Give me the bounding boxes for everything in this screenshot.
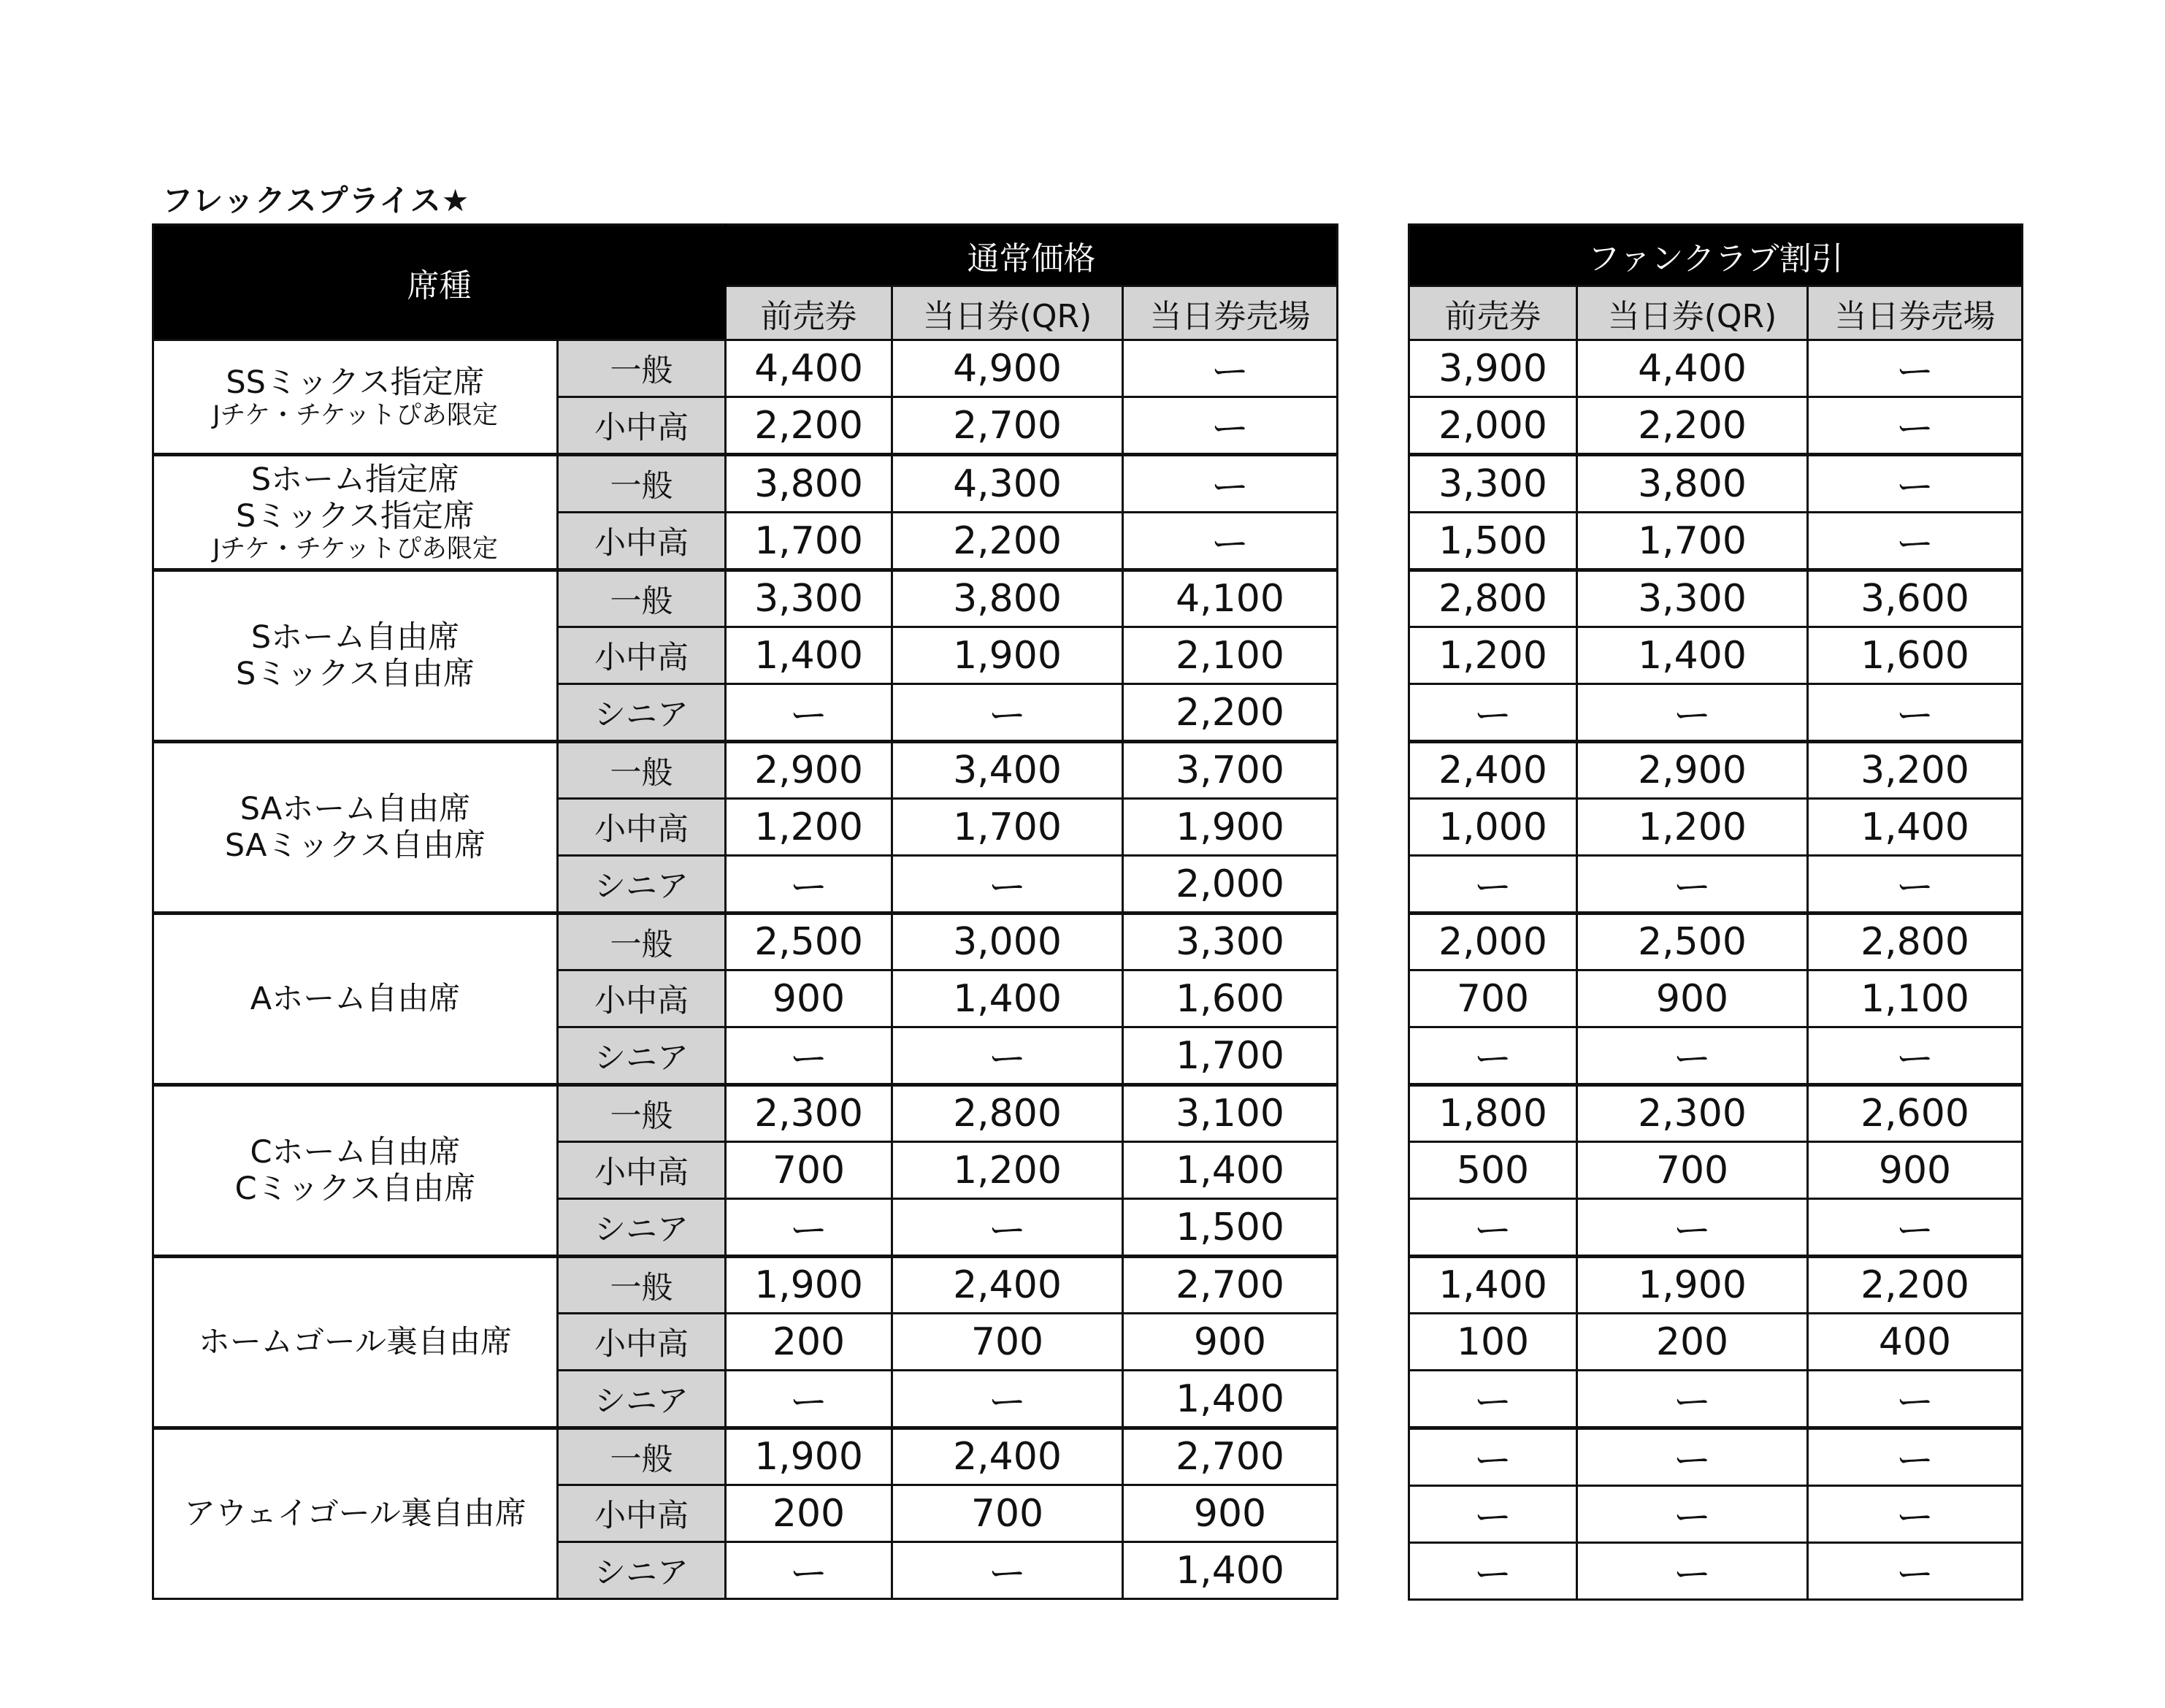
sameday-counter-price: 1,400: [1123, 1542, 1338, 1599]
fc-sameday-counter-price: 400: [1808, 1314, 2023, 1371]
table-row: [1409, 684, 2023, 742]
sameday-qr-price: 2,800: [892, 1085, 1123, 1142]
seat-type-label: ホームゴール裏自由席: [198, 1324, 513, 1360]
customer-category: シニア: [558, 1542, 726, 1599]
table-row: [1409, 970, 2023, 1027]
fc-sameday-qr-price: 900: [1577, 970, 1808, 1027]
seat-type-label: Sホーム指定席: [250, 461, 460, 498]
table-row: [1409, 455, 2023, 513]
table-row: [153, 1428, 1338, 1485]
fc-col-sameday-counter-header: 当日券売場: [1808, 286, 2023, 340]
fc-advance-price: 1,800: [1409, 1085, 1577, 1142]
fc-col-advance-header: 前売券: [1409, 286, 1577, 340]
sameday-qr-price: 2,400: [892, 1257, 1123, 1314]
table-row: [153, 742, 1338, 799]
fc-sameday-qr-price: 1,900: [1577, 1257, 1808, 1314]
advance-price: 3,800: [726, 455, 892, 513]
sameday-qr-price: 2,200: [892, 513, 1123, 570]
regular-price-table: [152, 223, 1338, 1600]
fc-sameday-qr-price: 2,500: [1577, 914, 1808, 970]
page-title: フレックスプライス★: [162, 183, 470, 218]
fc-advance-price: 2,000: [1409, 397, 1577, 455]
table-row: [1409, 1085, 2023, 1142]
fc-sameday-qr-price: 3,800: [1577, 455, 1808, 513]
table-row: [1409, 1257, 2023, 1314]
fc-sameday-counter-price: ー: [1808, 684, 2023, 742]
fc-sameday-qr-price: ー: [1577, 1486, 1808, 1543]
fc-advance-price: ー: [1409, 856, 1577, 914]
sameday-qr-price: 4,900: [892, 340, 1123, 397]
fc-advance-price: ー: [1409, 1371, 1577, 1428]
fc-sameday-qr-price: ー: [1577, 684, 1808, 742]
table-row: [1409, 1027, 2023, 1085]
sameday-qr-price: 2,700: [892, 397, 1123, 455]
fc-advance-price: 2,800: [1409, 570, 1577, 627]
sameday-counter-price: 2,700: [1123, 1257, 1338, 1314]
fc-sameday-qr-price: ー: [1577, 856, 1808, 914]
sameday-counter-price: 900: [1123, 1485, 1338, 1542]
fc-sameday-counter-price: ー: [1808, 856, 2023, 914]
sameday-qr-price: ー: [892, 1371, 1123, 1428]
table-row: [1409, 340, 2023, 397]
sameday-counter-price: 3,100: [1123, 1085, 1338, 1142]
customer-category: 一般: [558, 455, 726, 513]
fc-sameday-counter-price: 2,800: [1808, 914, 2023, 970]
sameday-counter-price: ー: [1123, 340, 1338, 397]
sameday-qr-price: ー: [892, 856, 1123, 914]
seat-type-cell: [153, 340, 558, 455]
table-row: [153, 570, 1338, 627]
sameday-counter-price: 1,500: [1123, 1199, 1338, 1257]
fc-sameday-qr-price: ー: [1577, 1371, 1808, 1428]
sameday-counter-price: 2,700: [1123, 1428, 1338, 1485]
sameday-counter-price: 2,000: [1123, 856, 1338, 914]
fc-sameday-qr-price: ー: [1577, 1027, 1808, 1085]
table-row: [1409, 513, 2023, 570]
sameday-counter-price: 4,100: [1123, 570, 1338, 627]
fc-sameday-qr-price: 1,200: [1577, 799, 1808, 856]
fc-advance-price: ー: [1409, 1543, 1577, 1600]
fc-advance-price: 1,400: [1409, 1257, 1577, 1314]
customer-category: 一般: [558, 1428, 726, 1485]
advance-price: 3,300: [726, 570, 892, 627]
fc-sameday-counter-price: ー: [1808, 340, 2023, 397]
seat-type-label: Sホーム自由席: [250, 619, 460, 656]
fc-sameday-qr-price: ー: [1577, 1199, 1808, 1257]
customer-category: 小中高: [558, 1314, 726, 1371]
fc-advance-price: 3,300: [1409, 455, 1577, 513]
fc-sameday-counter-price: ー: [1808, 1428, 2023, 1486]
fc-advance-price: ー: [1409, 684, 1577, 742]
table-row: [1409, 1199, 2023, 1257]
seat-type-label: SSミックス指定席: [226, 364, 485, 401]
seat-type-cell: [153, 1428, 558, 1599]
fc-sameday-counter-price: ー: [1808, 397, 2023, 455]
sameday-counter-price: 2,100: [1123, 627, 1338, 684]
fc-sameday-counter-price: ー: [1808, 1486, 2023, 1543]
sameday-counter-price: ー: [1123, 513, 1338, 570]
table-row: [1409, 1314, 2023, 1371]
fc-sameday-qr-price: 2,200: [1577, 397, 1808, 455]
fc-advance-price: ー: [1409, 1199, 1577, 1257]
sameday-qr-price: 1,900: [892, 627, 1123, 684]
fc-advance-price: 2,000: [1409, 914, 1577, 970]
fc-sameday-qr-price: 2,900: [1577, 742, 1808, 799]
customer-category: シニア: [558, 856, 726, 914]
sameday-qr-price: 3,000: [892, 914, 1123, 970]
col-sameday-counter-header: 当日券売場: [1123, 286, 1338, 340]
advance-price: 1,900: [726, 1428, 892, 1485]
customer-category: 一般: [558, 340, 726, 397]
customer-category: シニア: [558, 1371, 726, 1428]
fc-sameday-counter-price: 1,400: [1808, 799, 2023, 856]
sameday-counter-price: 1,900: [1123, 799, 1338, 856]
seat-type-note: Jチケ・チケットぴあ限定: [212, 534, 498, 564]
sameday-counter-price: ー: [1123, 455, 1338, 513]
table-row: [153, 914, 1338, 970]
advance-price: ー: [726, 856, 892, 914]
fc-sameday-counter-price: 1,600: [1808, 627, 2023, 684]
sameday-qr-price: 3,400: [892, 742, 1123, 799]
seat-type-note: Jチケ・チケットぴあ限定: [212, 400, 498, 430]
sameday-counter-price: 3,300: [1123, 914, 1338, 970]
fc-sameday-counter-price: ー: [1808, 455, 2023, 513]
table-row: [1409, 1428, 2023, 1486]
advance-price: 2,500: [726, 914, 892, 970]
regular-price-header: 通常価格: [726, 225, 1338, 286]
seat-type-label: アウェイゴール裏自由席: [184, 1496, 526, 1532]
sameday-qr-price: 1,700: [892, 799, 1123, 856]
table-row: [1409, 914, 2023, 970]
advance-price: 2,200: [726, 397, 892, 455]
seat-type-cell: [153, 742, 558, 914]
customer-category: 小中高: [558, 513, 726, 570]
table-row: [1409, 799, 2023, 856]
col-advance-header: 前売券: [726, 286, 892, 340]
advance-price: 4,400: [726, 340, 892, 397]
table-row: [1409, 1543, 2023, 1600]
fc-sameday-qr-price: ー: [1577, 1428, 1808, 1486]
fanclub-discount-header: ファンクラブ割引: [1409, 225, 2023, 286]
table-row: [153, 1085, 1338, 1142]
table-row: [1409, 627, 2023, 684]
advance-price: ー: [726, 1027, 892, 1085]
fc-advance-price: 1,500: [1409, 513, 1577, 570]
fc-sameday-qr-price: 1,400: [1577, 627, 1808, 684]
seat-type-label: Sミックス指定席: [235, 497, 475, 535]
sameday-qr-price: 1,200: [892, 1142, 1123, 1199]
fc-sameday-qr-price: 1,700: [1577, 513, 1808, 570]
seat-type-label: SAホーム自由席: [240, 791, 471, 827]
customer-category: 一般: [558, 1257, 726, 1314]
customer-category: 一般: [558, 742, 726, 799]
table-row: [1409, 570, 2023, 627]
table-row: [1409, 742, 2023, 799]
fc-sameday-qr-price: 4,400: [1577, 340, 1808, 397]
fc-advance-price: 2,400: [1409, 742, 1577, 799]
table-row: [1409, 1486, 2023, 1543]
fc-advance-price: ー: [1409, 1486, 1577, 1543]
seat-type-label: Cホーム自由席: [250, 1134, 461, 1171]
fc-sameday-counter-price: 1,100: [1808, 970, 2023, 1027]
sameday-qr-price: 700: [892, 1485, 1123, 1542]
fc-advance-price: ー: [1409, 1428, 1577, 1486]
fc-sameday-qr-price: ー: [1577, 1543, 1808, 1600]
customer-category: 小中高: [558, 1142, 726, 1199]
table-row: [1409, 397, 2023, 455]
seat-type-label: SAミックス自由席: [224, 827, 486, 864]
table-row: [153, 1257, 1338, 1314]
fc-sameday-qr-price: 200: [1577, 1314, 1808, 1371]
sameday-counter-price: 1,400: [1123, 1142, 1338, 1199]
sameday-counter-price: 1,400: [1123, 1371, 1338, 1428]
fc-advance-price: 100: [1409, 1314, 1577, 1371]
customer-category: シニア: [558, 1199, 726, 1257]
sameday-qr-price: 700: [892, 1314, 1123, 1371]
seat-type-cell: [153, 1257, 558, 1428]
fc-sameday-counter-price: 2,600: [1808, 1085, 2023, 1142]
advance-price: 200: [726, 1314, 892, 1371]
fc-sameday-counter-price: 3,600: [1808, 570, 2023, 627]
fc-advance-price: ー: [1409, 1027, 1577, 1085]
fc-sameday-counter-price: 2,200: [1808, 1257, 2023, 1314]
fc-advance-price: 500: [1409, 1142, 1577, 1199]
sameday-counter-price: 1,700: [1123, 1027, 1338, 1085]
customer-category: 小中高: [558, 799, 726, 856]
customer-category: 小中高: [558, 627, 726, 684]
customer-category: 小中高: [558, 397, 726, 455]
sameday-qr-price: 2,400: [892, 1428, 1123, 1485]
advance-price: ー: [726, 1542, 892, 1599]
fc-sameday-counter-price: ー: [1808, 1543, 2023, 1600]
fc-sameday-counter-price: 900: [1808, 1142, 2023, 1199]
sameday-qr-price: ー: [892, 1199, 1123, 1257]
fc-advance-price: 700: [1409, 970, 1577, 1027]
advance-price: 2,900: [726, 742, 892, 799]
fc-sameday-qr-price: 700: [1577, 1142, 1808, 1199]
fc-sameday-qr-price: 2,300: [1577, 1085, 1808, 1142]
sameday-qr-price: ー: [892, 1027, 1123, 1085]
sameday-qr-price: ー: [892, 684, 1123, 742]
seat-type-label: Aホーム自由席: [250, 981, 461, 1017]
sameday-counter-price: 3,700: [1123, 742, 1338, 799]
seat-type-cell: [153, 455, 558, 570]
sameday-qr-price: 4,300: [892, 455, 1123, 513]
advance-price: ー: [726, 684, 892, 742]
customer-category: 一般: [558, 914, 726, 970]
advance-price: 1,700: [726, 513, 892, 570]
sameday-counter-price: 2,200: [1123, 684, 1338, 742]
advance-price: 2,300: [726, 1085, 892, 1142]
fanclub-price-table: [1408, 223, 2023, 1601]
seat-type-header: 席種: [153, 225, 726, 340]
advance-price: 700: [726, 1142, 892, 1199]
col-sameday-qr-header: 当日券(QR): [892, 286, 1123, 340]
advance-price: 900: [726, 970, 892, 1027]
seat-type-label: Cミックス自由席: [234, 1171, 476, 1207]
fc-advance-price: 3,900: [1409, 340, 1577, 397]
advance-price: 1,900: [726, 1257, 892, 1314]
advance-price: 1,200: [726, 799, 892, 856]
advance-price: 200: [726, 1485, 892, 1542]
fc-sameday-counter-price: ー: [1808, 513, 2023, 570]
fc-sameday-counter-price: ー: [1808, 1371, 2023, 1428]
seat-type-cell: [153, 1085, 558, 1257]
advance-price: 1,400: [726, 627, 892, 684]
fc-col-sameday-qr-header: 当日券(QR): [1577, 286, 1808, 340]
fc-sameday-counter-price: ー: [1808, 1027, 2023, 1085]
table-row: [1409, 856, 2023, 914]
table-row: [153, 455, 1338, 513]
seat-type-cell: [153, 914, 558, 1085]
customer-category: 一般: [558, 570, 726, 627]
advance-price: ー: [726, 1371, 892, 1428]
sameday-counter-price: 1,600: [1123, 970, 1338, 1027]
fc-advance-price: 1,200: [1409, 627, 1577, 684]
customer-category: 小中高: [558, 970, 726, 1027]
table-row: [153, 340, 1338, 397]
seat-type-label: Sミックス自由席: [235, 656, 475, 692]
table-row: [1409, 1142, 2023, 1199]
customer-category: シニア: [558, 684, 726, 742]
fc-advance-price: 1,000: [1409, 799, 1577, 856]
customer-category: シニア: [558, 1027, 726, 1085]
seat-type-cell: [153, 570, 558, 742]
fc-sameday-counter-price: 3,200: [1808, 742, 2023, 799]
fc-sameday-counter-price: ー: [1808, 1199, 2023, 1257]
customer-category: 一般: [558, 1085, 726, 1142]
sameday-qr-price: 3,800: [892, 570, 1123, 627]
sameday-counter-price: ー: [1123, 397, 1338, 455]
sameday-counter-price: 900: [1123, 1314, 1338, 1371]
sameday-qr-price: 1,400: [892, 970, 1123, 1027]
sameday-qr-price: ー: [892, 1542, 1123, 1599]
customer-category: 小中高: [558, 1485, 726, 1542]
table-row: [1409, 1371, 2023, 1428]
fc-sameday-qr-price: 3,300: [1577, 570, 1808, 627]
advance-price: ー: [726, 1199, 892, 1257]
